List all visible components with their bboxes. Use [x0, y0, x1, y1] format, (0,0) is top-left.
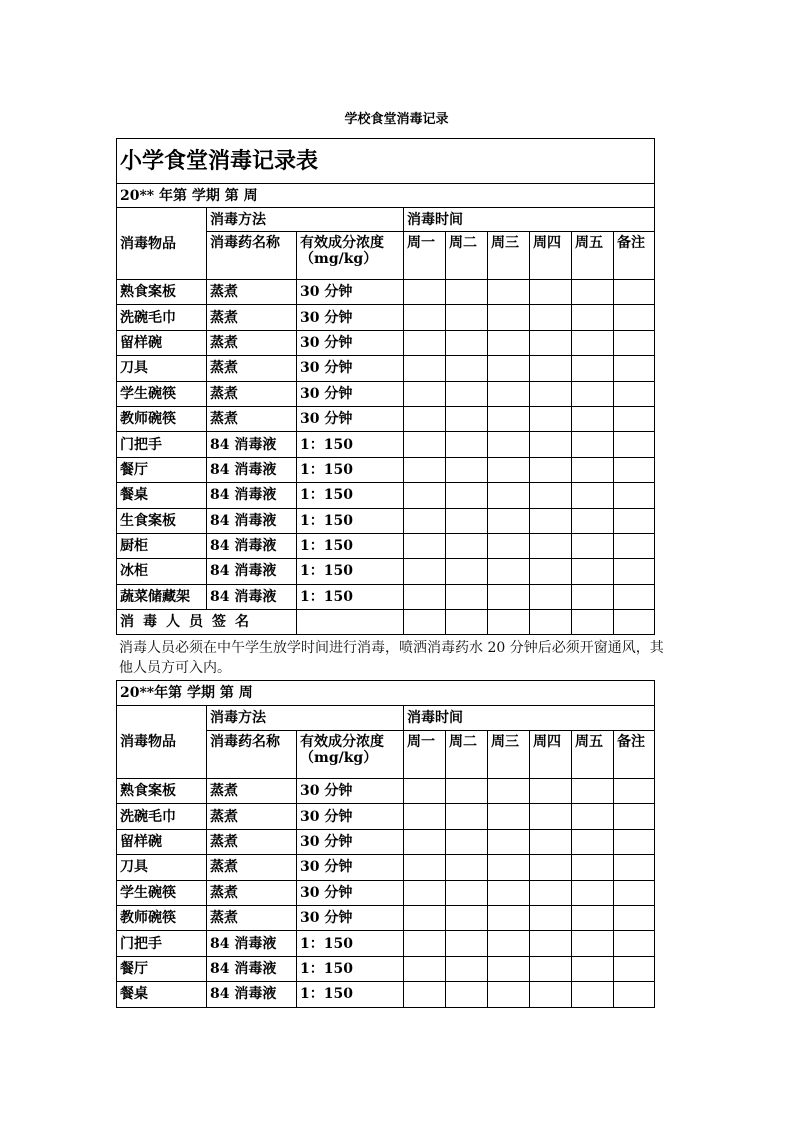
item-cell: 留样碗: [117, 330, 207, 355]
day-check-cell[interactable]: [446, 305, 488, 330]
day-check-cell[interactable]: [488, 905, 530, 930]
agent-cell: 84 消毒液: [207, 508, 297, 533]
concentration-cell: 1：150: [297, 508, 404, 533]
header-remark: 备注: [614, 731, 655, 779]
agent-cell: 84 消毒液: [207, 956, 297, 981]
header-agent: 消毒药名称: [207, 232, 297, 280]
remark-cell[interactable]: [614, 381, 655, 406]
day-check-cell[interactable]: [446, 559, 488, 584]
concentration-cell: 30 分钟: [297, 779, 404, 804]
header-method: 消毒方法: [207, 208, 404, 232]
table-row: [117, 829, 655, 854]
remark-cell[interactable]: [614, 804, 655, 829]
agent-cell: 蒸煮: [207, 779, 297, 804]
table-row: [117, 330, 655, 355]
remark-cell[interactable]: [614, 559, 655, 584]
day-check-cell[interactable]: [404, 508, 446, 533]
day-check-cell[interactable]: [488, 280, 530, 305]
header-time: 消毒时间: [404, 706, 655, 731]
day-check-cell[interactable]: [488, 982, 530, 1007]
day-check-cell[interactable]: [404, 982, 446, 1007]
day-check-cell[interactable]: [446, 779, 488, 804]
day-check-cell[interactable]: [488, 533, 530, 558]
agent-cell: 蒸煮: [207, 406, 297, 431]
note-text: 消毒人员必须在中午学生放学时间进行消毒，喷洒消毒药水 20 分钟后必须开窗通风，其他人员方可入内。: [119, 640, 664, 676]
agent-cell: 84 消毒液: [207, 559, 297, 584]
item-cell: 学生碗筷: [117, 880, 207, 905]
day-check-cell[interactable]: [572, 406, 614, 431]
agent-cell: 蒸煮: [207, 305, 297, 330]
day-check-cell[interactable]: [530, 956, 572, 981]
day-check-cell[interactable]: [530, 584, 572, 609]
table-row: [117, 905, 655, 930]
concentration-cell: 1：150: [297, 533, 404, 558]
remark-cell[interactable]: [614, 457, 655, 482]
header-fri: 周五: [572, 232, 614, 280]
header-method: 消毒方法: [207, 706, 404, 731]
day-check-cell[interactable]: [530, 356, 572, 381]
day-check-cell[interactable]: [446, 483, 488, 508]
remark-cell[interactable]: [614, 330, 655, 355]
concentration-cell: 1：150: [297, 559, 404, 584]
day-check-cell[interactable]: [488, 584, 530, 609]
item-cell: 门把手: [117, 931, 207, 956]
agent-cell: 蒸煮: [207, 905, 297, 930]
concentration-cell: 1：150: [297, 457, 404, 482]
remark-cell[interactable]: [614, 880, 655, 905]
day-check-cell[interactable]: [446, 432, 488, 457]
day-check-cell[interactable]: [488, 804, 530, 829]
day-check-cell[interactable]: [572, 905, 614, 930]
table-row: [117, 779, 655, 804]
table-row: [117, 432, 655, 457]
day-check-cell[interactable]: [530, 880, 572, 905]
day-check-cell[interactable]: [572, 559, 614, 584]
day-check-cell[interactable]: [530, 280, 572, 305]
item-cell: 洗碗毛巾: [117, 305, 207, 330]
day-check-cell[interactable]: [446, 533, 488, 558]
day-check-cell[interactable]: [572, 483, 614, 508]
day-check-cell[interactable]: [488, 956, 530, 981]
day-check-cell[interactable]: [488, 779, 530, 804]
item-cell: 餐厅: [117, 956, 207, 981]
day-check-cell[interactable]: [488, 432, 530, 457]
day-check-cell[interactable]: [446, 804, 488, 829]
item-cell: 刀具: [117, 356, 207, 381]
day-check-cell[interactable]: [572, 584, 614, 609]
item-cell: 留样碗: [117, 829, 207, 854]
table-row: [117, 406, 655, 431]
signature-cell[interactable]: [530, 610, 572, 635]
table-row: [117, 982, 655, 1007]
agent-cell: 蒸煮: [207, 356, 297, 381]
day-check-cell[interactable]: [572, 855, 614, 880]
table-row: [117, 356, 655, 381]
day-check-cell[interactable]: [446, 905, 488, 930]
day-check-cell[interactable]: [404, 956, 446, 981]
day-check-cell[interactable]: [446, 280, 488, 305]
day-check-cell[interactable]: [446, 880, 488, 905]
agent-cell: 蒸煮: [207, 829, 297, 854]
day-check-cell[interactable]: [446, 956, 488, 981]
day-check-cell[interactable]: [572, 956, 614, 981]
remark-cell[interactable]: [614, 956, 655, 981]
day-check-cell[interactable]: [404, 533, 446, 558]
day-check-cell[interactable]: [446, 931, 488, 956]
table-row: [117, 931, 655, 956]
day-check-cell[interactable]: [572, 432, 614, 457]
remark-cell[interactable]: [614, 508, 655, 533]
remark-cell[interactable]: [614, 305, 655, 330]
remark-cell[interactable]: [614, 855, 655, 880]
period-line: 20** 年第 学期 第 周: [117, 184, 655, 208]
header-time: 消毒时间: [404, 208, 655, 232]
day-check-cell[interactable]: [488, 508, 530, 533]
day-check-cell[interactable]: [572, 829, 614, 854]
agent-cell: 蒸煮: [207, 280, 297, 305]
header-mon: 周一: [404, 731, 446, 779]
day-check-cell[interactable]: [530, 804, 572, 829]
day-check-cell[interactable]: [446, 330, 488, 355]
table-row: [117, 956, 655, 981]
day-check-cell[interactable]: [446, 356, 488, 381]
item-cell: 餐桌: [117, 982, 207, 1007]
remark-cell[interactable]: [614, 280, 655, 305]
signature-cell[interactable]: [614, 610, 655, 635]
day-check-cell[interactable]: [572, 305, 614, 330]
day-check-cell[interactable]: [488, 330, 530, 355]
remark-cell[interactable]: [614, 406, 655, 431]
day-check-cell[interactable]: [572, 779, 614, 804]
item-cell: 教师碗筷: [117, 406, 207, 431]
day-check-cell[interactable]: [404, 432, 446, 457]
day-check-cell[interactable]: [488, 855, 530, 880]
day-check-cell[interactable]: [572, 931, 614, 956]
remark-cell[interactable]: [614, 584, 655, 609]
day-check-cell[interactable]: [488, 829, 530, 854]
item-cell: 教师碗筷: [117, 905, 207, 930]
day-check-cell[interactable]: [572, 330, 614, 355]
table-row: [117, 381, 655, 406]
concentration-cell: 30 分钟: [297, 305, 404, 330]
day-check-cell[interactable]: [530, 305, 572, 330]
header-wed: 周三: [488, 232, 530, 280]
table-row: [117, 584, 655, 609]
concentration-cell: 30 分钟: [297, 829, 404, 854]
table-row: [117, 305, 655, 330]
day-check-cell[interactable]: [404, 483, 446, 508]
day-check-cell[interactable]: [404, 305, 446, 330]
day-check-cell[interactable]: [530, 779, 572, 804]
day-check-cell[interactable]: [488, 457, 530, 482]
agent-cell: 蒸煮: [207, 880, 297, 905]
day-check-cell[interactable]: [488, 931, 530, 956]
concentration-cell: 1：150: [297, 432, 404, 457]
concentration-cell: 30 分钟: [297, 804, 404, 829]
agent-cell: 84 消毒液: [207, 931, 297, 956]
item-cell: 门把手: [117, 432, 207, 457]
agent-cell: 84 消毒液: [207, 982, 297, 1007]
remark-cell[interactable]: [614, 931, 655, 956]
day-check-cell[interactable]: [404, 931, 446, 956]
day-check-cell[interactable]: [572, 508, 614, 533]
signature-cell[interactable]: [488, 610, 530, 635]
table-row: [117, 508, 655, 533]
day-check-cell[interactable]: [530, 559, 572, 584]
concentration-cell: 1：150: [297, 956, 404, 981]
remark-cell[interactable]: [614, 533, 655, 558]
day-check-cell[interactable]: [446, 584, 488, 609]
day-check-cell[interactable]: [488, 406, 530, 431]
page-heading: 学校食堂消毒记录: [344, 112, 449, 127]
day-check-cell[interactable]: [572, 533, 614, 558]
item-cell: 厨柜: [117, 533, 207, 558]
day-check-cell[interactable]: [530, 855, 572, 880]
header-item: 消毒物品: [117, 208, 207, 280]
concentration-cell: 1：150: [297, 584, 404, 609]
day-check-cell[interactable]: [530, 508, 572, 533]
day-check-cell[interactable]: [404, 779, 446, 804]
header-fri: 周五: [572, 731, 614, 779]
day-check-cell[interactable]: [530, 457, 572, 482]
remark-cell[interactable]: [614, 905, 655, 930]
disinfection-table-2: [116, 680, 655, 1008]
day-check-cell[interactable]: [446, 508, 488, 533]
day-check-cell[interactable]: [404, 381, 446, 406]
day-check-cell[interactable]: [404, 457, 446, 482]
concentration-cell: 30 分钟: [297, 406, 404, 431]
concentration-cell: 30 分钟: [297, 855, 404, 880]
day-check-cell[interactable]: [530, 931, 572, 956]
item-cell: 刀具: [117, 855, 207, 880]
day-check-cell[interactable]: [488, 381, 530, 406]
agent-cell: 蒸煮: [207, 804, 297, 829]
item-cell: 熟食案板: [117, 779, 207, 804]
table-row: [117, 559, 655, 584]
agent-cell: 蒸煮: [207, 330, 297, 355]
day-check-cell[interactable]: [488, 483, 530, 508]
table-row: [117, 280, 655, 305]
day-check-cell[interactable]: [530, 982, 572, 1007]
day-check-cell[interactable]: [530, 533, 572, 558]
item-cell: 冰柜: [117, 559, 207, 584]
signature-cell[interactable]: [572, 610, 614, 635]
day-check-cell[interactable]: [404, 584, 446, 609]
header-remark: 备注: [614, 232, 655, 280]
day-check-cell[interactable]: [530, 829, 572, 854]
agent-cell: 84 消毒液: [207, 584, 297, 609]
period-line: 20**年第 学期 第 周: [117, 681, 655, 706]
concentration-cell: 1：150: [297, 931, 404, 956]
day-check-cell[interactable]: [572, 381, 614, 406]
concentration-cell: 1：150: [297, 483, 404, 508]
signature-cell[interactable]: [446, 610, 488, 635]
day-check-cell[interactable]: [446, 829, 488, 854]
header-wed: 周三: [488, 731, 530, 779]
day-check-cell[interactable]: [404, 406, 446, 431]
item-cell: 熟食案板: [117, 280, 207, 305]
day-check-cell[interactable]: [446, 406, 488, 431]
remark-cell[interactable]: [614, 829, 655, 854]
remark-cell[interactable]: [614, 483, 655, 508]
concentration-cell: 30 分钟: [297, 356, 404, 381]
day-check-cell[interactable]: [530, 330, 572, 355]
agent-cell: 84 消毒液: [207, 457, 297, 482]
day-check-cell[interactable]: [572, 804, 614, 829]
remark-cell[interactable]: [614, 432, 655, 457]
concentration-cell: 30 分钟: [297, 330, 404, 355]
day-check-cell[interactable]: [530, 905, 572, 930]
signature-label: 消毒人员签名: [117, 610, 297, 635]
header-item: 消毒物品: [117, 706, 207, 779]
agent-cell: 84 消毒液: [207, 533, 297, 558]
day-check-cell[interactable]: [404, 829, 446, 854]
table-row: [117, 855, 655, 880]
header-concentration: 有效成分浓度（mg/kg）: [297, 232, 404, 280]
agent-cell: 84 消毒液: [207, 483, 297, 508]
concentration-cell: 30 分钟: [297, 880, 404, 905]
header-concentration: 有效成分浓度（mg/kg）: [297, 731, 404, 779]
header-thu: 周四: [530, 232, 572, 280]
table-title: 小学食堂消毒记录表: [117, 139, 655, 184]
day-check-cell[interactable]: [404, 855, 446, 880]
agent-cell: 蒸煮: [207, 381, 297, 406]
agent-cell: 蒸煮: [207, 855, 297, 880]
day-check-cell[interactable]: [530, 483, 572, 508]
day-check-cell[interactable]: [572, 280, 614, 305]
day-check-cell[interactable]: [404, 280, 446, 305]
table-row: [117, 880, 655, 905]
day-check-cell[interactable]: [530, 381, 572, 406]
header-agent: 消毒药名称: [207, 731, 297, 779]
day-check-cell[interactable]: [404, 880, 446, 905]
day-check-cell[interactable]: [530, 406, 572, 431]
day-check-cell[interactable]: [404, 559, 446, 584]
signature-cell[interactable]: [297, 610, 404, 635]
remark-cell[interactable]: [614, 779, 655, 804]
day-check-cell[interactable]: [530, 432, 572, 457]
day-check-cell[interactable]: [488, 356, 530, 381]
concentration-cell: 1：150: [297, 982, 404, 1007]
header-tue: 周二: [446, 731, 488, 779]
day-check-cell[interactable]: [572, 982, 614, 1007]
disinfection-table-1: [116, 138, 655, 635]
item-cell: 洗碗毛巾: [117, 804, 207, 829]
day-check-cell[interactable]: [404, 330, 446, 355]
day-check-cell[interactable]: [446, 982, 488, 1007]
concentration-cell: 30 分钟: [297, 381, 404, 406]
day-check-cell[interactable]: [488, 305, 530, 330]
item-cell: 生食案板: [117, 508, 207, 533]
item-cell: 餐桌: [117, 483, 207, 508]
day-check-cell[interactable]: [404, 905, 446, 930]
signature-cell[interactable]: [404, 610, 446, 635]
day-check-cell[interactable]: [572, 880, 614, 905]
day-check-cell[interactable]: [488, 880, 530, 905]
header-mon: 周一: [404, 232, 446, 280]
day-check-cell[interactable]: [446, 855, 488, 880]
day-check-cell[interactable]: [572, 457, 614, 482]
agent-cell: 84 消毒液: [207, 432, 297, 457]
header-tue: 周二: [446, 232, 488, 280]
day-check-cell[interactable]: [446, 381, 488, 406]
day-check-cell[interactable]: [572, 356, 614, 381]
concentration-cell: 30 分钟: [297, 905, 404, 930]
item-cell: 蔬菜储藏架: [117, 584, 207, 609]
remark-cell[interactable]: [614, 356, 655, 381]
table-row: [117, 804, 655, 829]
item-cell: 学生碗筷: [117, 381, 207, 406]
table-row: [117, 483, 655, 508]
remark-cell[interactable]: [614, 982, 655, 1007]
header-thu: 周四: [530, 731, 572, 779]
item-cell: 餐厅: [117, 457, 207, 482]
concentration-cell: 30 分钟: [297, 280, 404, 305]
day-check-cell[interactable]: [404, 356, 446, 381]
day-check-cell[interactable]: [446, 457, 488, 482]
day-check-cell[interactable]: [488, 559, 530, 584]
table-row: [117, 533, 655, 558]
day-check-cell[interactable]: [404, 804, 446, 829]
table-row: [117, 457, 655, 482]
